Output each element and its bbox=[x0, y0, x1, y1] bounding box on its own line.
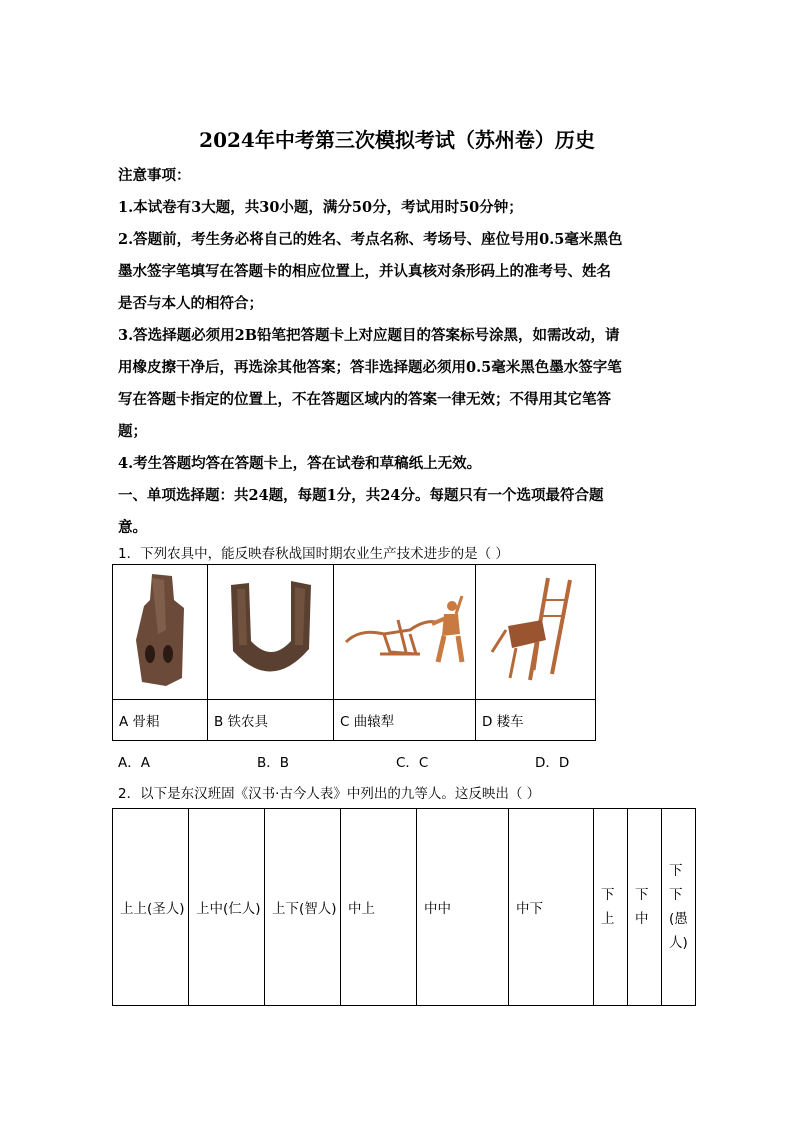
iron-tool-image bbox=[223, 575, 319, 685]
notice-heading: 注意事项： bbox=[118, 167, 191, 184]
rank-text: 下上 bbox=[601, 887, 615, 927]
page-title: 2024年中考第三次模拟考试（苏州卷）历史 bbox=[199, 128, 595, 152]
notice-line: 3.答选择题必须用2B铅笔把答题卡上对应题目的答案标号涂黑，如需改动，请 bbox=[118, 327, 620, 344]
notice-line: 题； bbox=[118, 423, 147, 440]
rank-cell: 上下(智人) bbox=[265, 809, 341, 1006]
notice-line: 写在答题卡指定的位置上，不在答题区域内的答案一律无效；不得用其它笔答 bbox=[118, 391, 611, 408]
curved-plow-image bbox=[340, 590, 470, 670]
question-2-table bbox=[112, 808, 696, 1006]
rank-cell: 中中 bbox=[417, 809, 509, 1006]
notice-line: 墨水签字笔填写在答题卡的相应位置上，并认真核对条形码上的准考号、姓名 bbox=[118, 263, 611, 280]
notice-line: 1.本试卷有3大题，共30小题，满分50分，考试用时50分钟； bbox=[118, 199, 523, 216]
section-heading-cont: 意。 bbox=[118, 519, 147, 536]
image-cell-c bbox=[334, 565, 476, 700]
option-label-a: A 骨耜 bbox=[113, 700, 208, 741]
answer-option-c: C．C bbox=[396, 755, 429, 771]
notice-line: 用橡皮擦干净后，再选涂其他答案；答非选择题必须用0.5毫米黑色墨水签字笔 bbox=[118, 359, 622, 376]
bone-spade-image bbox=[130, 570, 190, 690]
image-cell-a bbox=[113, 565, 208, 700]
rank-cell: 上上(圣人) bbox=[113, 809, 189, 1006]
image-cell-b bbox=[208, 565, 334, 700]
seed-drill-image bbox=[486, 570, 586, 690]
answer-option-b: B．B bbox=[257, 755, 290, 771]
image-cell-d bbox=[476, 565, 596, 700]
rank-cell: 中上 bbox=[341, 809, 417, 1006]
question-2-stem: 2．以下是东汉班固《汉书·古今人表》中列出的九等人。这反映出（ ） bbox=[118, 786, 541, 802]
answer-option-d: D．D bbox=[535, 755, 570, 771]
rank-text: 下中 bbox=[635, 887, 649, 927]
rank-cell-vertical bbox=[628, 809, 662, 1006]
notice-line: 2.答题前，考生务必将自己的姓名、考点名称、考场号、座位号用0.5毫米黑色 bbox=[118, 231, 623, 248]
answer-option-a: A．A bbox=[118, 755, 150, 771]
rank-cell-vertical bbox=[594, 809, 628, 1006]
option-label-b: B 铁农具 bbox=[208, 700, 334, 741]
notice-line: 是否与本人的相符合； bbox=[118, 295, 263, 312]
question-1-table bbox=[112, 564, 596, 741]
option-label-c: C 曲辕犁 bbox=[334, 700, 476, 741]
notice-line: 4.考生答题均答在答题卡上，答在试卷和草稿纸上无效。 bbox=[118, 455, 482, 472]
option-label-d: D 耧车 bbox=[476, 700, 596, 741]
section-heading: 一、单项选择题：共24题，每题1分，共24分。每题只有一个选项最符合题 bbox=[118, 487, 604, 504]
question-1-stem: 1．下列农具中，能反映春秋战国时期农业生产技术进步的是（ ） bbox=[118, 546, 509, 562]
rank-cell-vertical bbox=[662, 809, 696, 1006]
rank-text: 下下(愚人) bbox=[669, 863, 688, 951]
rank-cell: 上中(仁人) bbox=[189, 809, 265, 1006]
rank-cell: 中下 bbox=[509, 809, 594, 1006]
